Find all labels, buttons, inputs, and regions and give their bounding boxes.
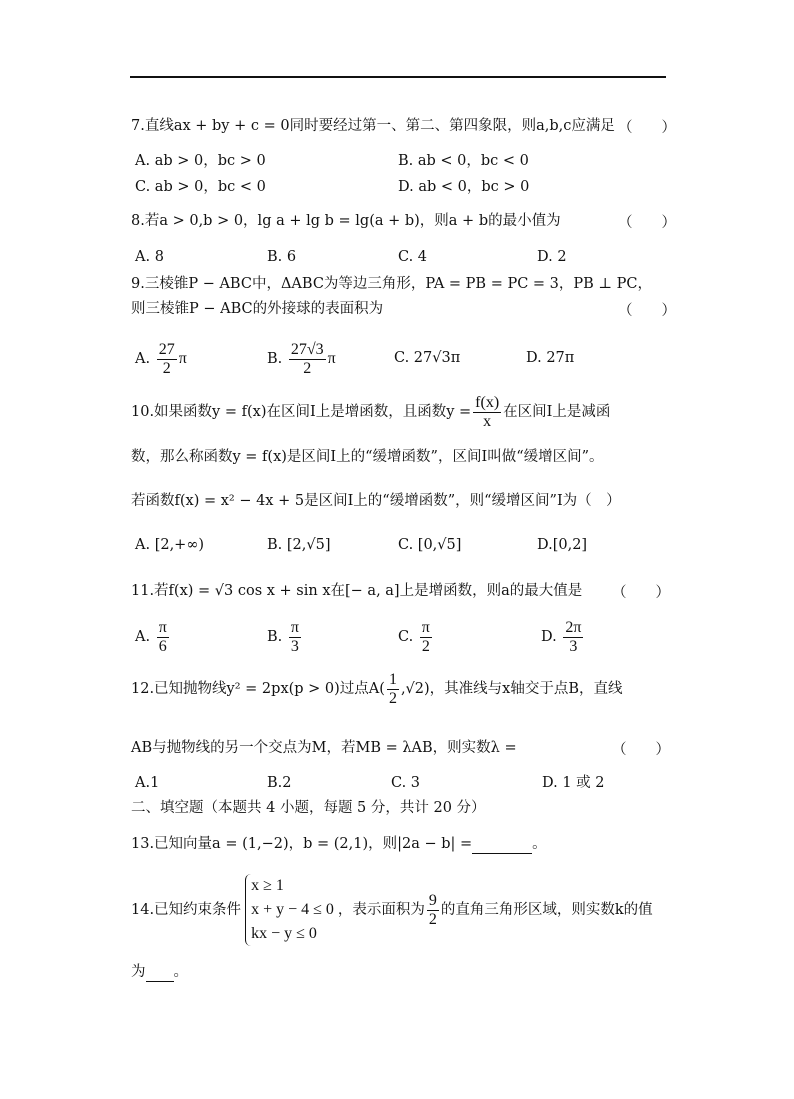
q11-answer-bracket: （ ）: [612, 585, 670, 601]
q12-point-fraction: $\frac{1}{2}$: [388, 670, 397, 707]
q8-option-d: D. 2: [537, 249, 567, 265]
q10-option-b: B. [2,√5]: [267, 537, 331, 553]
q8-option-c: C. 4: [398, 249, 428, 265]
q11-option-c: C. $\frac{\pi}{2}$: [398, 618, 430, 655]
q7-option-c: C. ab > 0，bc < 0: [135, 179, 266, 195]
q9-stem-line2: 则三棱锥P − ABC的外接球的表面积为: [131, 301, 384, 317]
q11-option-a: A. $\frac{\pi}{6}$: [135, 618, 167, 655]
q10-option-d: D.[0,2]: [537, 537, 588, 553]
q9-option-d: D. 27π: [526, 350, 575, 366]
q12-option-c: C. 3: [391, 775, 421, 791]
q9-stem-line1: 9.三棱锥P − ABC中，ΔABC为等边三角形，PA = PB = PC = 3，PB ⊥ PC，: [131, 276, 653, 292]
q10-line1: 10.如果函数y = f(x)在区间I上是增函数，且函数y = $\frac{f(x)}{x}$ 在区间I上是减函: [131, 393, 611, 430]
q13-line: 13.已知向量a = (1,−2)，b = (2,1)，则|2a − b| = 。: [131, 836, 547, 852]
q10-option-c: C. [0,√5]: [398, 537, 462, 553]
q14-constraint-2: x + y − 4 ≤ 0: [251, 901, 334, 918]
q9-answer-bracket: （ ）: [618, 303, 676, 319]
section-2-heading: 二、填空题（本题共 4 小题，每题 5 分，共计 20 分）: [131, 800, 486, 816]
q10-fraction: $\frac{f(x)}{x}$: [475, 393, 500, 430]
q14-line2: 为 。: [131, 964, 188, 980]
q7-option-d: D. ab < 0，bc > 0: [398, 179, 530, 195]
q14-line1: 14.已知约束条件 x ≥ 1 x + y − 4 ≤ 0 kx − y ≤ 0 ，表示面积为 $\frac{9}{2}$ 的直角三角形区域，则实数k的值: [131, 872, 653, 948]
q7-option-b: B. ab < 0，bc < 0: [398, 153, 529, 169]
q12-line2: AB与抛物线的另一个交点为M，若MB = λAB，则实数λ =: [131, 740, 517, 756]
q14-answer-blank[interactable]: [146, 965, 174, 982]
q12-option-a: A.1: [135, 775, 160, 791]
q9-option-a-fraction: $\frac{27}{2}$: [158, 340, 175, 377]
q9-option-b: B. $\frac{27√3}{2}$ π: [267, 340, 336, 377]
q10-line2: 数，那么称函数y = f(x)是区间I上的“缓增函数”，区间I叫做“缓增区间”。: [131, 449, 604, 465]
q8-answer-bracket: （ ）: [618, 215, 676, 231]
header-rule: [130, 76, 666, 78]
q7-option-a: A. ab > 0，bc > 0: [135, 153, 266, 169]
q10-option-a: A. [2,+∞): [135, 537, 205, 553]
q8-option-a: A. 8: [135, 249, 164, 265]
q9-option-b-fraction: $\frac{27√3}{2}$: [290, 340, 324, 377]
q11-option-d-fraction: $\frac{2\pi}{3}$: [565, 618, 582, 655]
q7-stem: 7.直线ax + by + c = 0同时要经过第一、第二、第四象限，则a,b,c应满足: [131, 118, 615, 134]
q9-option-c: C. 27√3π: [394, 350, 461, 366]
q12-option-d: D. 1 或 2: [542, 775, 605, 791]
q14-constraint-system: [245, 874, 334, 946]
q14-area-fraction: $\frac{9}{2}$: [428, 891, 437, 928]
q13-answer-blank[interactable]: [472, 837, 532, 854]
q8-option-b: B. 6: [267, 249, 297, 265]
q7-answer-bracket: （ ）: [618, 120, 676, 136]
q12-line1: 12.已知抛物线y² = 2px(p > 0)过点A( $\frac{1}{2}$ ,√2)，其准线与x轴交于点B，直线: [131, 670, 623, 707]
q11-option-d: D. $\frac{2\pi}{3}$: [541, 618, 582, 655]
q10-line3: 若函数f(x) = x² − 4x + 5是区间I上的“缓增函数”，则“缓增区间”I为（ ）: [131, 493, 621, 509]
q11-option-a-fraction: $\frac{\pi}{6}$: [158, 618, 167, 655]
q11-stem: 11.若f(x) = √3 cos x + sin x在[− a, a]上是增函数，则a的最大值是: [131, 583, 583, 599]
q14-constraint-1: x ≥ 1: [251, 877, 284, 894]
q11-option-b: B. $\frac{\pi}{3}$: [267, 618, 299, 655]
q8-stem: 8.若a > 0,b > 0，lg a + lg b = lg(a + b)，则a + b的最小值为: [131, 213, 561, 229]
q12-answer-bracket: （ ）: [612, 742, 670, 758]
q14-constraint-3: kx − y ≤ 0: [251, 925, 317, 942]
q12-option-b: B.2: [267, 775, 292, 791]
q9-option-a: A. $\frac{27}{2}$ π: [135, 340, 187, 377]
q11-option-b-fraction: $\frac{\pi}{3}$: [290, 618, 299, 655]
q11-option-c-fraction: $\frac{\pi}{2}$: [421, 618, 430, 655]
